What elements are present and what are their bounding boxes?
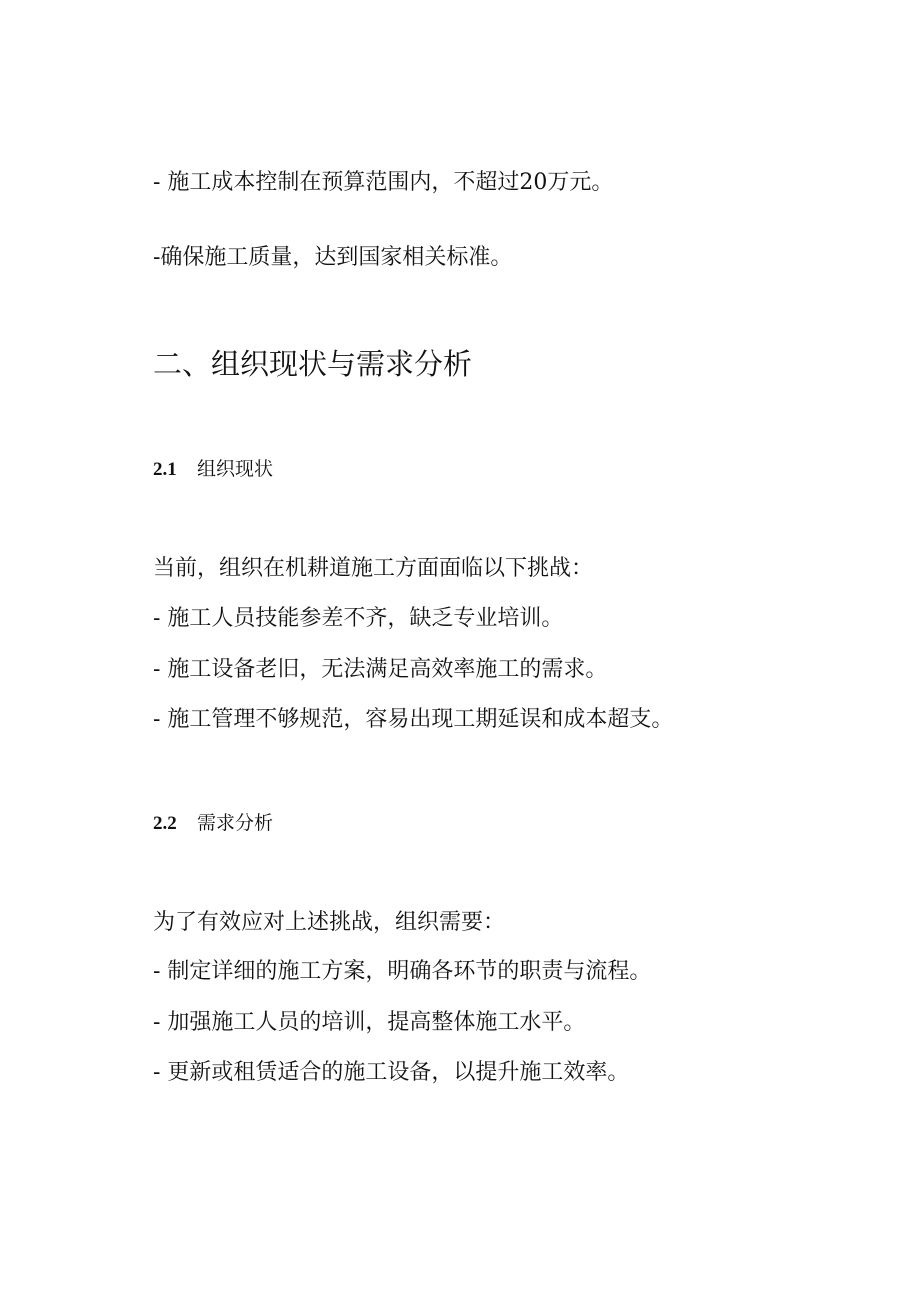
section-heading-2: 二、组织现状与需求分析 [153,347,473,381]
list-item: - 更新或租赁适合的施工设备，以提升施工效率。 [153,1060,630,1085]
subsection-heading-2-1 [153,456,273,483]
list-item: - 制定详细的施工方案，明确各环节的职责与流程。 [153,959,652,984]
subsection-heading-2-2 [153,810,273,837]
list-item: - 施工人员技能参差不齐，缺乏专业培训。 [153,606,564,631]
subsection-number: 2.2 [153,813,177,834]
list-item: - 施工管理不够规范，容易出现工期延误和成本超支。 [153,707,674,732]
paragraph-intro-2-1: 当前，组织在机耕道施工方面面临以下挑战： [153,556,594,581]
subsection-number: 2.1 [153,459,177,480]
subsection-title: 需求分析 [197,812,274,834]
goal-quality-line: -确保施工质量，达到国家相关标准。 [153,245,513,270]
subsection-title: 组织现状 [197,458,274,480]
list-item: - 加强施工人员的培训，提高整体施工水平。 [153,1010,586,1035]
paragraph-intro-2-2: 为了有效应对上述挑战，组织需要： [153,910,506,935]
goal-cost-line: - 施工成本控制在预算范围内，不超过20万元。 [153,170,614,195]
list-item: - 施工设备老旧，无法满足高效率施工的需求。 [153,657,608,682]
